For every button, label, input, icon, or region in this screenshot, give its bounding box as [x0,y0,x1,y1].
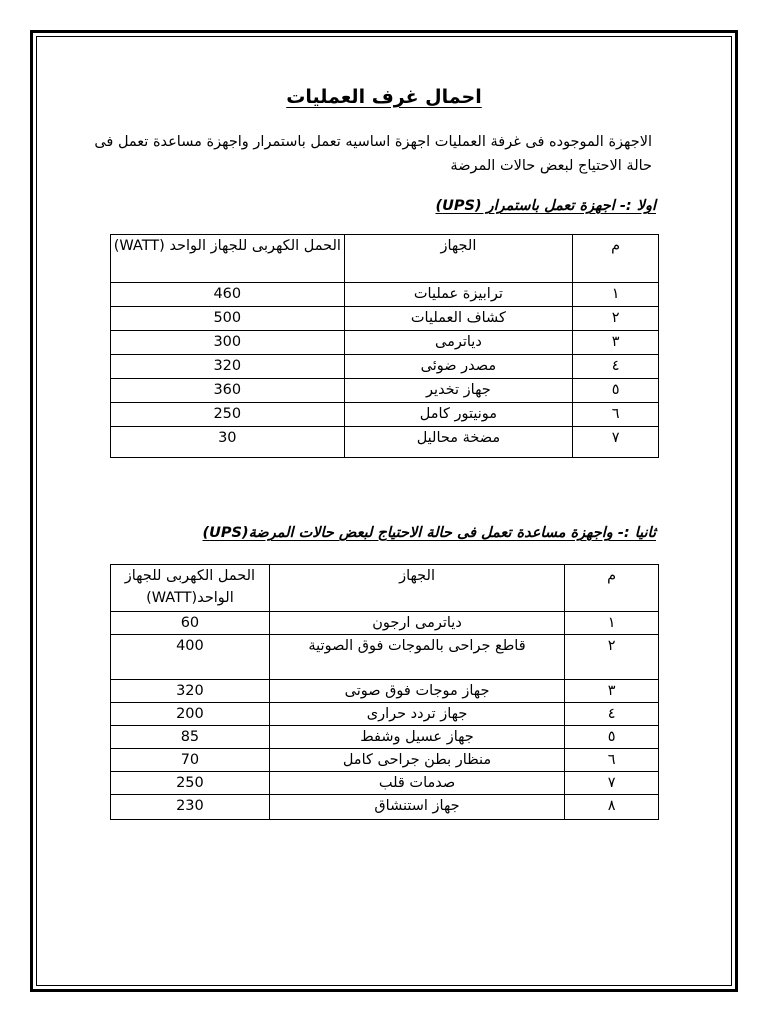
row-watt: 200 [111,703,270,726]
table-row [111,635,659,680]
row-device: جهاز تردد حرارى [269,703,564,726]
row-device: مونيتور كامل [344,403,573,427]
row-num: ٢ [573,307,659,331]
row-num: ٨ [565,795,659,820]
row-num: ٢ [565,635,659,680]
row-watt: 360 [111,379,345,403]
row-device: جهاز عسيل وشفط [269,726,564,749]
row-num: ١ [573,283,659,307]
row-num: ٦ [565,749,659,772]
row-watt: 320 [111,680,270,703]
row-num: ١ [565,612,659,635]
row-device: ترابيزة عمليات [344,283,573,307]
row-watt: 320 [111,355,345,379]
table-header-row [111,565,659,612]
header-device: الجهاز [269,565,564,612]
table-row [111,307,659,331]
row-watt: 250 [111,772,270,795]
row-device: دياترمى ارجون [269,612,564,635]
row-device: كشاف العمليات [344,307,573,331]
table-row [111,403,659,427]
header-load: الحمل الكهربى للجهاز الواحد(WATT) [111,565,270,612]
auxiliary-devices-table [110,564,659,820]
header-load: الحمل الكهربى للجهاز الواحد (WATT) [111,235,345,283]
row-num: ٥ [573,379,659,403]
table-row [111,355,659,379]
table-row [111,379,659,403]
table-row [111,703,659,726]
table-row [111,612,659,635]
intro-paragraph: الاجهزة الموجوده فى غرفة العمليات اجهزة اساسيه تعمل باستمرار واجهزة مساعدة تعمل فى حالة الاحتياج لبعض حالات المرضة [94,134,652,174]
table-header-row [111,235,659,283]
table-row [111,772,659,795]
row-num: ٦ [573,403,659,427]
section2-heading: ثانيا :- واجهزة مساعدة تعمل فى حالة الاحتياج لبعض حالات المرضة(UPS) [202,525,656,541]
row-device: مصدر ضوئى [344,355,573,379]
table-row [111,283,659,307]
row-watt: 85 [111,726,270,749]
page-border-inner [36,36,732,986]
table-row [111,795,659,820]
table-row [111,749,659,772]
header-num: م [565,565,659,612]
table-row [111,427,659,458]
continuous-devices-table [110,234,659,458]
table-row [111,331,659,355]
row-num: ٤ [565,703,659,726]
row-device: مضخة محاليل [344,427,573,458]
row-num: ٣ [573,331,659,355]
row-device: جهاز تخدير [344,379,573,403]
row-watt: 500 [111,307,345,331]
row-device: جهاز موجات فوق صوتى [269,680,564,703]
row-watt: 230 [111,795,270,820]
table-row [111,680,659,703]
row-watt: 70 [111,749,270,772]
row-num: ٧ [573,427,659,458]
table-row [111,726,659,749]
row-watt: 460 [111,283,345,307]
row-watt: 300 [111,331,345,355]
row-device: قاطع جراحى بالموجات فوق الصوتية [269,635,564,680]
page-title: احمال غرف العمليات [286,86,482,108]
row-num: ٥ [565,726,659,749]
row-watt: 60 [111,612,270,635]
row-num: ٧ [565,772,659,795]
row-watt: 250 [111,403,345,427]
header-device: الجهاز [344,235,573,283]
row-device: صدمات قلب [269,772,564,795]
section1-heading: اولا :- اجهزة تعمل باستمرار (UPS) [435,198,656,214]
row-device: منظار بطن جراحى كامل [269,749,564,772]
row-num: ٣ [565,680,659,703]
row-watt: 400 [111,635,270,680]
header-num: م [573,235,659,283]
row-watt: 30 [111,427,345,458]
row-device: جهاز استنشاق [269,795,564,820]
row-device: دياترمى [344,331,573,355]
row-num: ٤ [573,355,659,379]
